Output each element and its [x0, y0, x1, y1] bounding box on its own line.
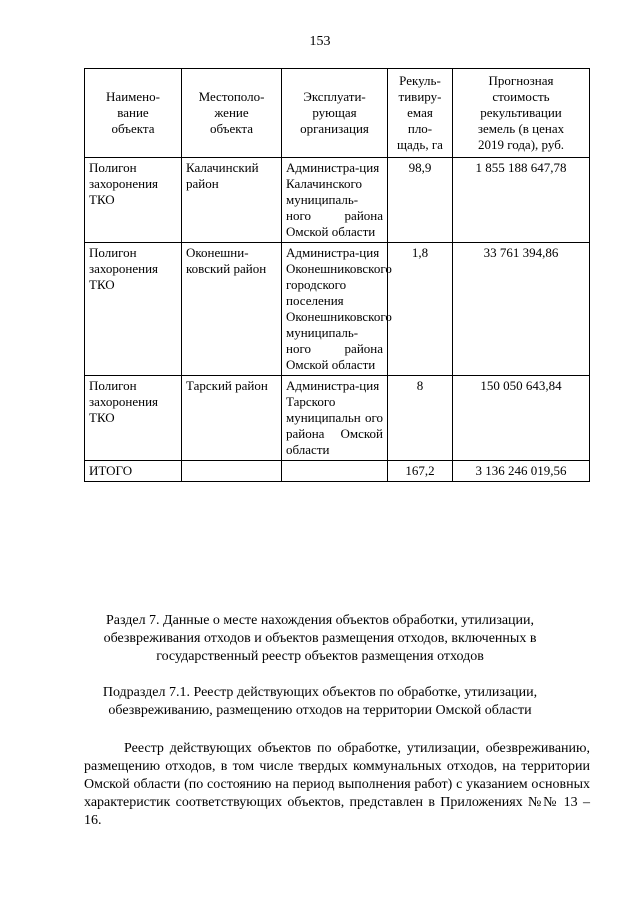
cell-area: 1,8	[388, 243, 453, 376]
cell-cost: 33 761 394,86	[453, 243, 590, 376]
header-cost: Прогнозная стоимость рекультивации земель (в ценах 2019 года), руб.	[453, 69, 590, 158]
section-heading: Раздел 7. Данные о месте нахождения объектов обработки, утилизации, обезвреживания отходов и объектов размещения отходов, включенных в государственный реестр объектов размещения отходов	[103, 613, 537, 664]
total-area: 167,2	[388, 461, 453, 482]
cell-operator: Администра-ция Тарского муниципальн ого района Омской области	[282, 376, 388, 461]
cell-cost: 150 050 643,84	[453, 376, 590, 461]
header-area: Рекуль- тивиру- емая пло- щадь, га	[388, 69, 453, 158]
cell-area: 8	[388, 376, 453, 461]
cell-object-name: Полигон захоронения ТКО	[85, 158, 182, 243]
page-number: 153	[309, 34, 331, 49]
cell-location: Калачинский район	[182, 158, 282, 243]
subsection-heading: Подраздел 7.1. Реестр действующих объектов по обработке, утилизации, обезвреживанию, размещению отходов на территории Омской области	[102, 685, 538, 718]
cell-operator: Администра-ция Калачинского муниципаль-ного района Омской области	[282, 158, 388, 243]
total-label: ИТОГО	[85, 461, 182, 482]
table-row	[85, 158, 590, 243]
header-object-name: Наимено- вание объекта	[85, 69, 182, 158]
cell-object-name: Полигон захоронения ТКО	[85, 243, 182, 376]
reclamation-table	[84, 68, 590, 482]
total-empty-cell	[282, 461, 388, 482]
body-paragraph: Реестр действующих объектов по обработке, утилизации, обезвреживанию, размещению отходов, в том числе твердых коммунальных отходов, на территории Омской области (по состоянию на период выполнения работ) с указанием основных характеристик соответствующих объектов, представлен в Приложениях №№ 13 – 16.	[84, 741, 590, 828]
table-header-row	[85, 69, 590, 158]
header-location: Местополо- жение объекта	[182, 69, 282, 158]
table-row	[85, 243, 590, 376]
cell-cost: 1 855 188 647,78	[453, 158, 590, 243]
total-empty-cell	[182, 461, 282, 482]
header-operator: Эксплуати- рующая организация	[282, 69, 388, 158]
cell-area: 98,9	[388, 158, 453, 243]
cell-object-name: Полигон захоронения ТКО	[85, 376, 182, 461]
total-row	[85, 461, 590, 482]
total-cost: 3 136 246 019,56	[453, 461, 590, 482]
cell-operator: Администра-ция Оконешниковского городского поселения Оконешниковского муниципаль-ного района Омской области	[282, 243, 388, 376]
cell-location: Тарский район	[182, 376, 282, 461]
table-row	[85, 376, 590, 461]
cell-location: Оконешни-ковский район	[182, 243, 282, 376]
